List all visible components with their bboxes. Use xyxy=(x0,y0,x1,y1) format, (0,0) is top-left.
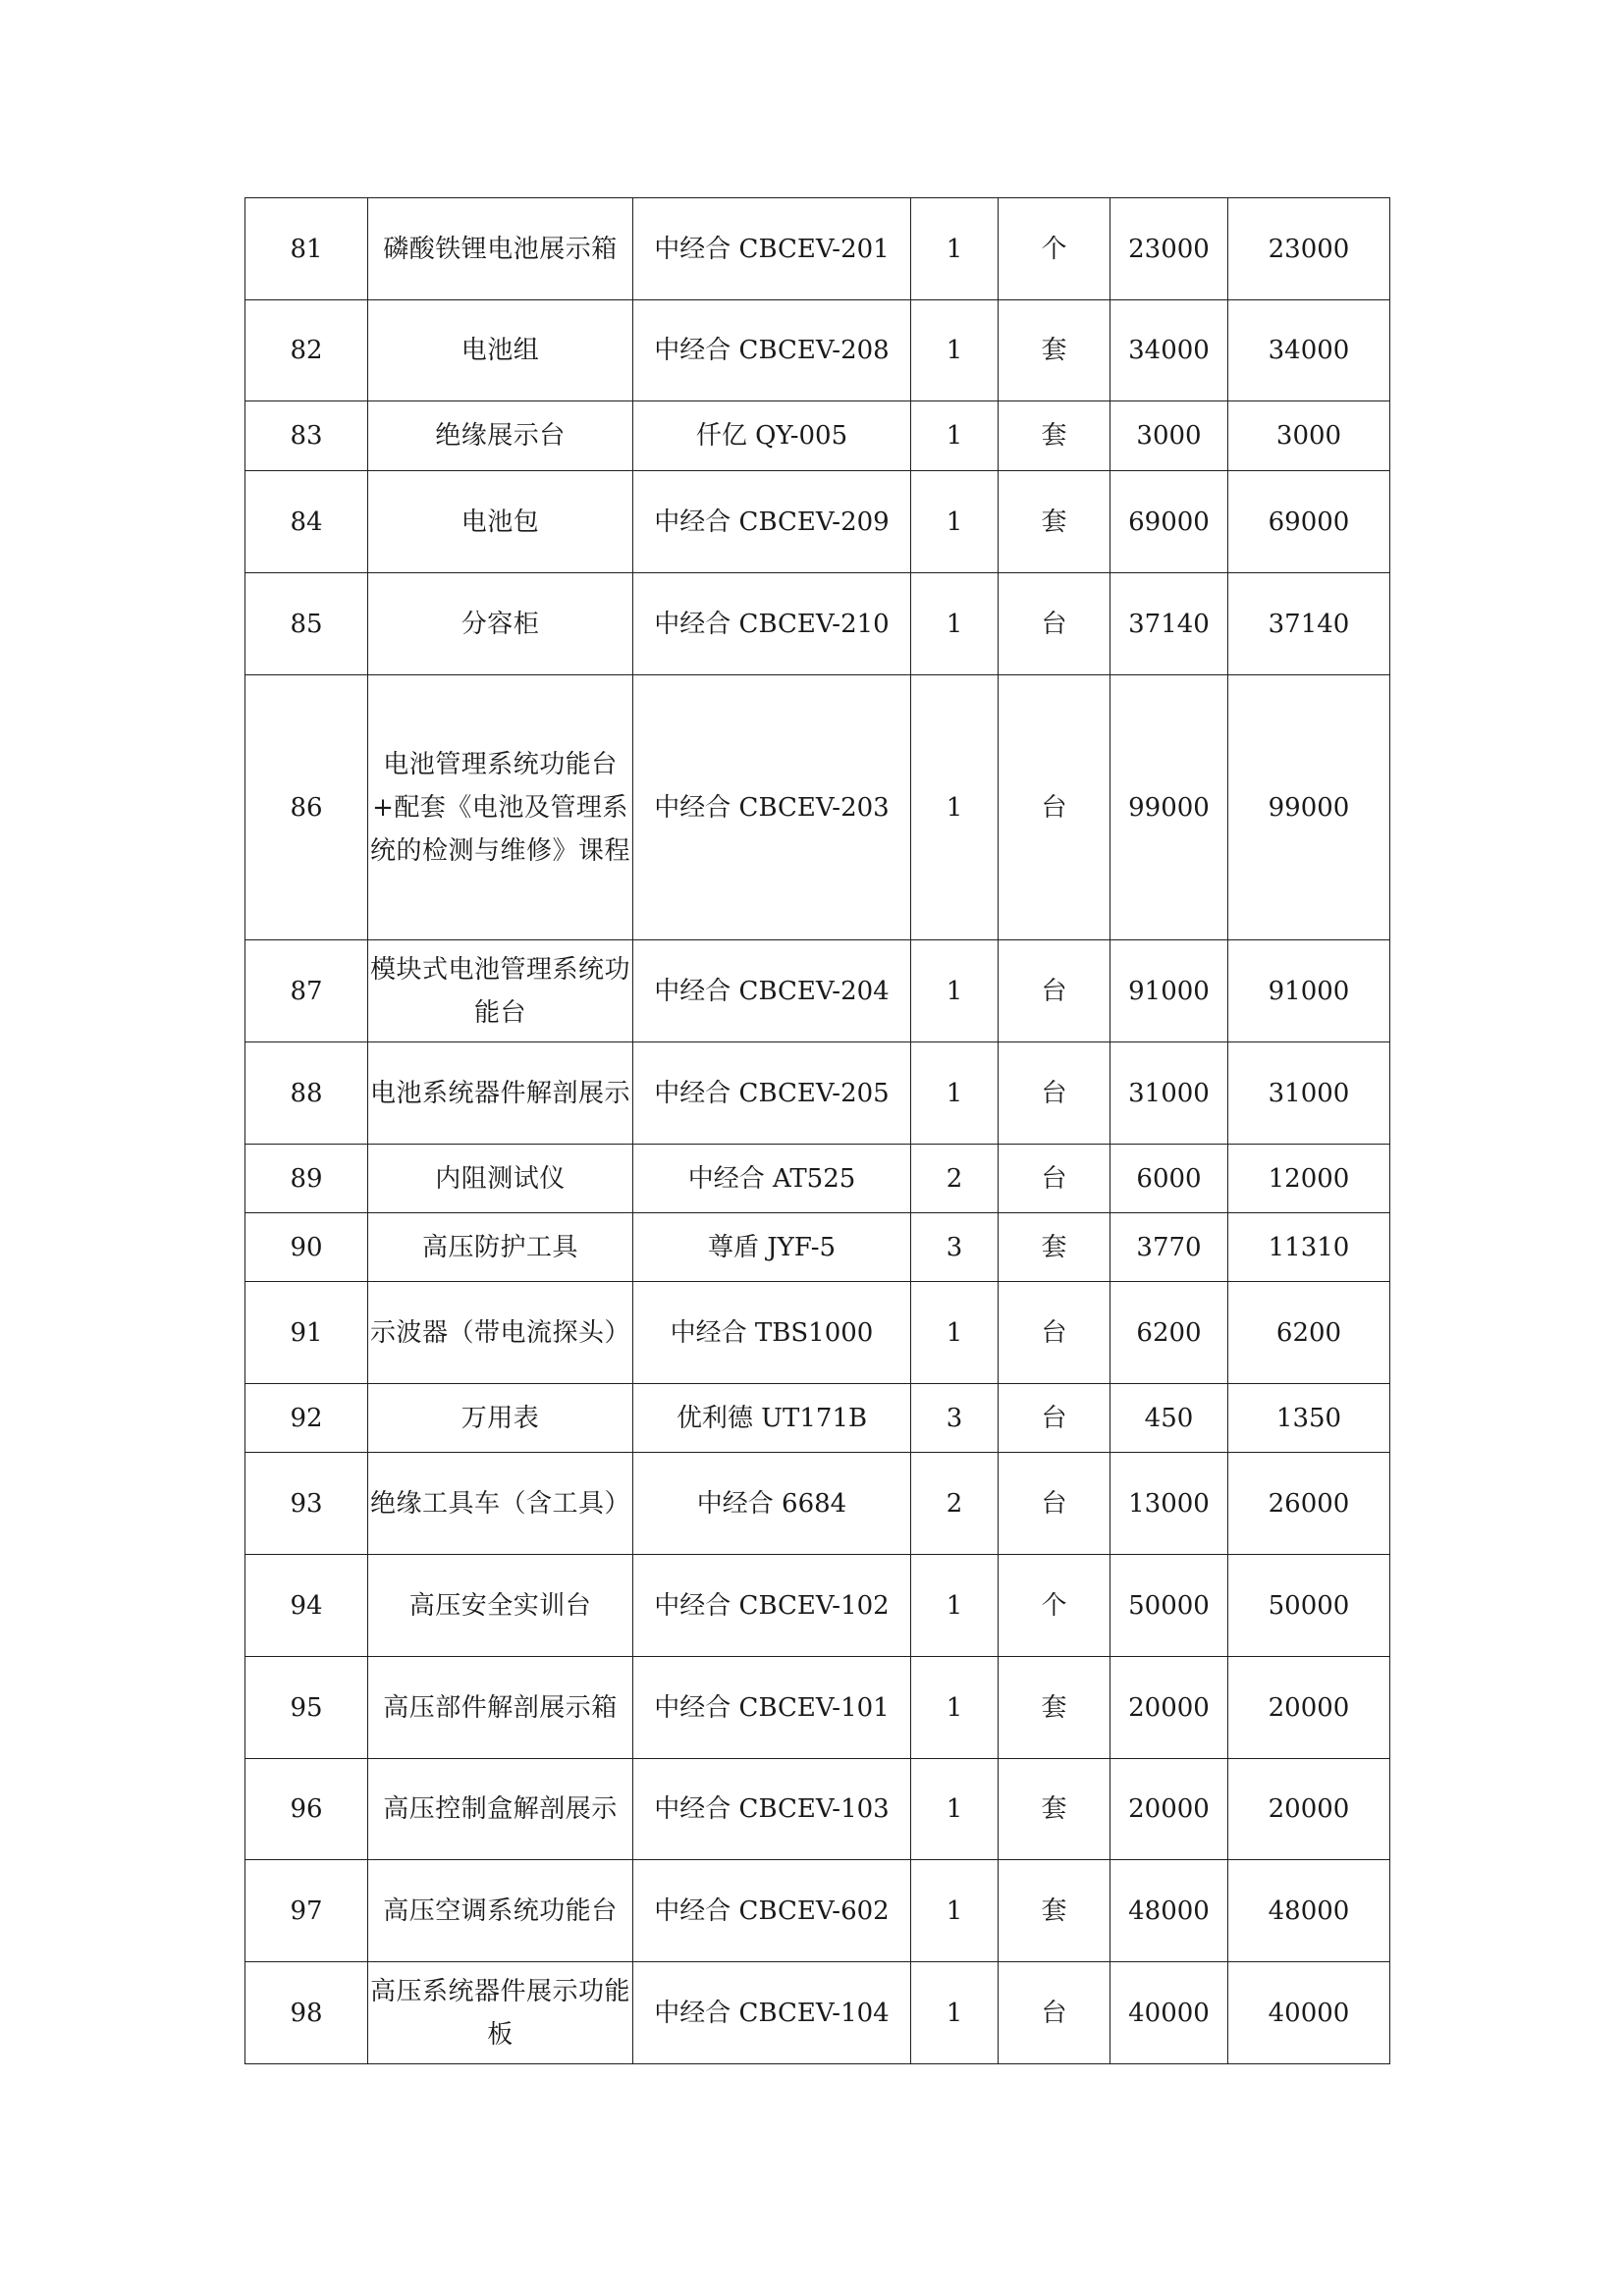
unit-cell: 台 xyxy=(999,1282,1110,1384)
unit-cell: 台 xyxy=(999,940,1110,1042)
unit-cell: 套 xyxy=(999,1860,1110,1962)
model-cell: 中经合 CBCEV-203 xyxy=(633,675,911,940)
table-row xyxy=(245,1962,1390,2064)
unit-price-cell: 69000 xyxy=(1110,471,1228,573)
item-name-cell: 电池管理系统功能台+配套《电池及管理系统的检测与维修》课程 xyxy=(368,675,633,940)
total-price-cell: 99000 xyxy=(1228,675,1390,940)
quantity-cell: 1 xyxy=(911,401,999,471)
quantity-cell: 1 xyxy=(911,1759,999,1860)
quantity-cell: 1 xyxy=(911,1860,999,1962)
table-row xyxy=(245,471,1390,573)
row-number-cell: 95 xyxy=(245,1657,368,1759)
unit-cell: 套 xyxy=(999,1657,1110,1759)
model-cell: 中经合 CBCEV-208 xyxy=(633,300,911,401)
table-row xyxy=(245,401,1390,471)
quantity-cell: 1 xyxy=(911,940,999,1042)
item-name-cell: 高压控制盒解剖展示 xyxy=(368,1759,633,1860)
item-name-cell: 万用表 xyxy=(368,1384,633,1453)
table-row xyxy=(245,1657,1390,1759)
quantity-cell: 1 xyxy=(911,1042,999,1145)
row-number-cell: 96 xyxy=(245,1759,368,1860)
unit-cell: 台 xyxy=(999,573,1110,675)
table-row xyxy=(245,300,1390,401)
table-row xyxy=(245,1282,1390,1384)
model-cell: 中经合 CBCEV-204 xyxy=(633,940,911,1042)
total-price-cell: 31000 xyxy=(1228,1042,1390,1145)
quantity-cell: 1 xyxy=(911,300,999,401)
total-price-cell: 3000 xyxy=(1228,401,1390,471)
total-price-cell: 37140 xyxy=(1228,573,1390,675)
quantity-cell: 1 xyxy=(911,1657,999,1759)
table-row xyxy=(245,1384,1390,1453)
table-row xyxy=(245,1759,1390,1860)
item-name-cell: 高压部件解剖展示箱 xyxy=(368,1657,633,1759)
total-price-cell: 23000 xyxy=(1228,198,1390,300)
item-name-cell: 磷酸铁锂电池展示箱 xyxy=(368,198,633,300)
item-name-cell: 电池系统器件解剖展示 xyxy=(368,1042,633,1145)
row-number-cell: 82 xyxy=(245,300,368,401)
model-cell: 中经合 CBCEV-210 xyxy=(633,573,911,675)
unit-cell: 台 xyxy=(999,1453,1110,1555)
unit-price-cell: 3000 xyxy=(1110,401,1228,471)
table-row xyxy=(245,940,1390,1042)
model-cell: 中经合 CBCEV-103 xyxy=(633,1759,911,1860)
table-row xyxy=(245,1555,1390,1657)
unit-price-cell: 450 xyxy=(1110,1384,1228,1453)
model-cell: 尊盾 JYF-5 xyxy=(633,1213,911,1282)
unit-cell: 套 xyxy=(999,471,1110,573)
total-price-cell: 48000 xyxy=(1228,1860,1390,1962)
model-cell: 中经合 CBCEV-201 xyxy=(633,198,911,300)
quantity-cell: 1 xyxy=(911,675,999,940)
row-number-cell: 83 xyxy=(245,401,368,471)
row-number-cell: 87 xyxy=(245,940,368,1042)
model-cell: 中经合 AT525 xyxy=(633,1145,911,1213)
unit-price-cell: 6000 xyxy=(1110,1145,1228,1213)
unit-cell: 台 xyxy=(999,675,1110,940)
item-name-cell: 内阻测试仪 xyxy=(368,1145,633,1213)
item-name-cell: 电池包 xyxy=(368,471,633,573)
row-number-cell: 85 xyxy=(245,573,368,675)
table-row xyxy=(245,1213,1390,1282)
unit-price-cell: 31000 xyxy=(1110,1042,1228,1145)
unit-price-cell: 20000 xyxy=(1110,1657,1228,1759)
quantity-cell: 1 xyxy=(911,1282,999,1384)
table-row xyxy=(245,198,1390,300)
model-cell: 优利德 UT171B xyxy=(633,1384,911,1453)
table-row xyxy=(245,1860,1390,1962)
unit-cell: 个 xyxy=(999,198,1110,300)
model-cell: 中经合 CBCEV-104 xyxy=(633,1962,911,2064)
unit-price-cell: 20000 xyxy=(1110,1759,1228,1860)
total-price-cell: 12000 xyxy=(1228,1145,1390,1213)
unit-cell: 套 xyxy=(999,1759,1110,1860)
total-price-cell: 26000 xyxy=(1228,1453,1390,1555)
table-row xyxy=(245,1453,1390,1555)
quantity-cell: 1 xyxy=(911,1555,999,1657)
table-row xyxy=(245,1042,1390,1145)
row-number-cell: 97 xyxy=(245,1860,368,1962)
row-number-cell: 98 xyxy=(245,1962,368,2064)
unit-price-cell: 13000 xyxy=(1110,1453,1228,1555)
unit-price-cell: 6200 xyxy=(1110,1282,1228,1384)
quantity-cell: 3 xyxy=(911,1213,999,1282)
quantity-cell: 1 xyxy=(911,573,999,675)
item-name-cell: 绝缘展示台 xyxy=(368,401,633,471)
item-name-cell: 高压系统器件展示功能板 xyxy=(368,1962,633,2064)
unit-price-cell: 23000 xyxy=(1110,198,1228,300)
quantity-cell: 1 xyxy=(911,471,999,573)
model-cell: 中经合 CBCEV-209 xyxy=(633,471,911,573)
unit-cell: 个 xyxy=(999,1555,1110,1657)
unit-cell: 套 xyxy=(999,1213,1110,1282)
quantity-cell: 1 xyxy=(911,1962,999,2064)
model-cell: 中经合 CBCEV-205 xyxy=(633,1042,911,1145)
total-price-cell: 40000 xyxy=(1228,1962,1390,2064)
unit-price-cell: 48000 xyxy=(1110,1860,1228,1962)
item-name-cell: 示波器（带电流探头） xyxy=(368,1282,633,1384)
unit-cell: 台 xyxy=(999,1145,1110,1213)
unit-price-cell: 3770 xyxy=(1110,1213,1228,1282)
total-price-cell: 1350 xyxy=(1228,1384,1390,1453)
item-name-cell: 高压空调系统功能台 xyxy=(368,1860,633,1962)
total-price-cell: 50000 xyxy=(1228,1555,1390,1657)
total-price-cell: 20000 xyxy=(1228,1657,1390,1759)
total-price-cell: 20000 xyxy=(1228,1759,1390,1860)
row-number-cell: 91 xyxy=(245,1282,368,1384)
row-number-cell: 88 xyxy=(245,1042,368,1145)
total-price-cell: 34000 xyxy=(1228,300,1390,401)
unit-cell: 套 xyxy=(999,300,1110,401)
unit-price-cell: 50000 xyxy=(1110,1555,1228,1657)
row-number-cell: 92 xyxy=(245,1384,368,1453)
unit-cell: 套 xyxy=(999,401,1110,471)
total-price-cell: 6200 xyxy=(1228,1282,1390,1384)
table-row xyxy=(245,573,1390,675)
row-number-cell: 89 xyxy=(245,1145,368,1213)
unit-cell: 台 xyxy=(999,1962,1110,2064)
item-name-cell: 分容柜 xyxy=(368,573,633,675)
row-number-cell: 81 xyxy=(245,198,368,300)
row-number-cell: 90 xyxy=(245,1213,368,1282)
model-cell: 中经合 TBS1000 xyxy=(633,1282,911,1384)
unit-cell: 台 xyxy=(999,1042,1110,1145)
equipment-table-body xyxy=(245,198,1390,2064)
row-number-cell: 93 xyxy=(245,1453,368,1555)
item-name-cell: 绝缘工具车（含工具） xyxy=(368,1453,633,1555)
unit-price-cell: 34000 xyxy=(1110,300,1228,401)
row-number-cell: 84 xyxy=(245,471,368,573)
quantity-cell: 1 xyxy=(911,198,999,300)
quantity-cell: 3 xyxy=(911,1384,999,1453)
unit-price-cell: 91000 xyxy=(1110,940,1228,1042)
model-cell: 中经合 CBCEV-102 xyxy=(633,1555,911,1657)
unit-cell: 台 xyxy=(999,1384,1110,1453)
item-name-cell: 高压防护工具 xyxy=(368,1213,633,1282)
row-number-cell: 86 xyxy=(245,675,368,940)
quantity-cell: 2 xyxy=(911,1145,999,1213)
model-cell: 中经合 CBCEV-602 xyxy=(633,1860,911,1962)
quantity-cell: 2 xyxy=(911,1453,999,1555)
table-row xyxy=(245,675,1390,940)
model-cell: 中经合 6684 xyxy=(633,1453,911,1555)
total-price-cell: 69000 xyxy=(1228,471,1390,573)
total-price-cell: 11310 xyxy=(1228,1213,1390,1282)
item-name-cell: 高压安全实训台 xyxy=(368,1555,633,1657)
model-cell: 仟亿 QY-005 xyxy=(633,401,911,471)
row-number-cell: 94 xyxy=(245,1555,368,1657)
table-row xyxy=(245,1145,1390,1213)
item-name-cell: 模块式电池管理系统功能台 xyxy=(368,940,633,1042)
unit-price-cell: 37140 xyxy=(1110,573,1228,675)
item-name-cell: 电池组 xyxy=(368,300,633,401)
unit-price-cell: 40000 xyxy=(1110,1962,1228,2064)
total-price-cell: 91000 xyxy=(1228,940,1390,1042)
equipment-table xyxy=(244,197,1390,2064)
unit-price-cell: 99000 xyxy=(1110,675,1228,940)
model-cell: 中经合 CBCEV-101 xyxy=(633,1657,911,1759)
